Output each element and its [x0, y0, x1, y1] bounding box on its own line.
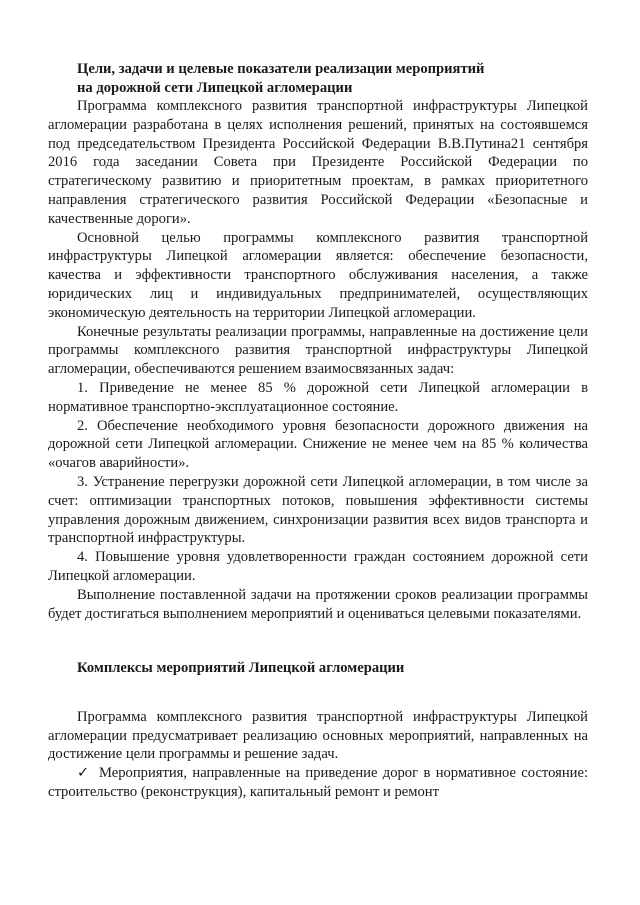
task-item-1: 1. Приведение не менее 85 % дорожной сети Липецкой агломерации в нормативное транспортно-эксплуатационное состояние. [48, 379, 588, 415]
paragraph-complexes-intro: Программа комплексного развития транспортной инфраструктуры Липецкой агломерации предусматривает реализацию основных мероприятий, направленных на достижение цели программы и решение задач. [48, 708, 588, 763]
paragraph-results: Конечные результаты реализации программы, направленные на достижение цели программы комплексного развития транспортной инфраструктуры Липецкой агломерации, обеспечиваются решением взаимосвязанных задач: [48, 323, 588, 378]
paragraph-main-goal: Основной целью программы комплексного развития транспортной инфраструктуры Липецкой агломерации является: обеспечение безопасности, качества и эффективности транспортного обслуживания населения, а также юридических лиц и индивидуальных предпринимателей, осуществляющих экономическую деятельность на территории Липецкой агломерации. [48, 229, 588, 321]
task-item-2: 2. Обеспечение необходимого уровня безопасности дорожного движения на дорожной сети Липецкой агломерации. Снижение не менее чем на 85 % количества «очагов аварийности». [48, 417, 588, 472]
task-item-4: 4. Повышение уровня удовлетворенности граждан состоянием дорожной сети Липецкой агломерации. [48, 549, 588, 584]
heading-line-1: Цели, задачи и целевые показатели реализации мероприятий [77, 61, 485, 77]
paragraph-implementation: Выполнение поставленной задачи на протяжении сроков реализации программы будет достигаться выполнением мероприятий и оцениваться целевыми показателями. [48, 586, 588, 622]
check-list-item [48, 764, 588, 802]
checkmark-icon: ✓ [77, 765, 90, 782]
heading-line-2: на дорожной сети Липецкой агломерации [77, 79, 353, 96]
paragraph-program-origin: Программа комплексного развития транспортной инфраструктуры Липецкой агломерации разработана в целях исполнения решений, принятых на состоявшемся под председательством Президента Российской Федерации В.В.Путина21 сентября 2016 года заседании Совета при Президенте Российской Федерации по стратегическому развитию и приоритетным проектам, в рамках приоритетного направления стратегического развития Российской Федерации «Безопасные и качественные дороги». [48, 98, 588, 227]
goals-body [48, 97, 588, 623]
section-heading-goals [48, 60, 588, 97]
check-item-text: Мероприятия, направленные на приведение дорог в нормативное состояние: строительство (реконструкция), капитальный ремонт и ремонт [48, 765, 588, 800]
section-heading-complexes: Комплексы мероприятий Липецкой агломерации [77, 660, 405, 677]
task-item-3: 3. Устранение перегрузки дорожной сети Липецкой агломерации, в том числе за счет: оптимизации транспортных потоков, повышения эффективности системы управления дорожным движением, синхронизации развития всех видов транспорта и транспортной инфраструктуры. [48, 473, 588, 547]
